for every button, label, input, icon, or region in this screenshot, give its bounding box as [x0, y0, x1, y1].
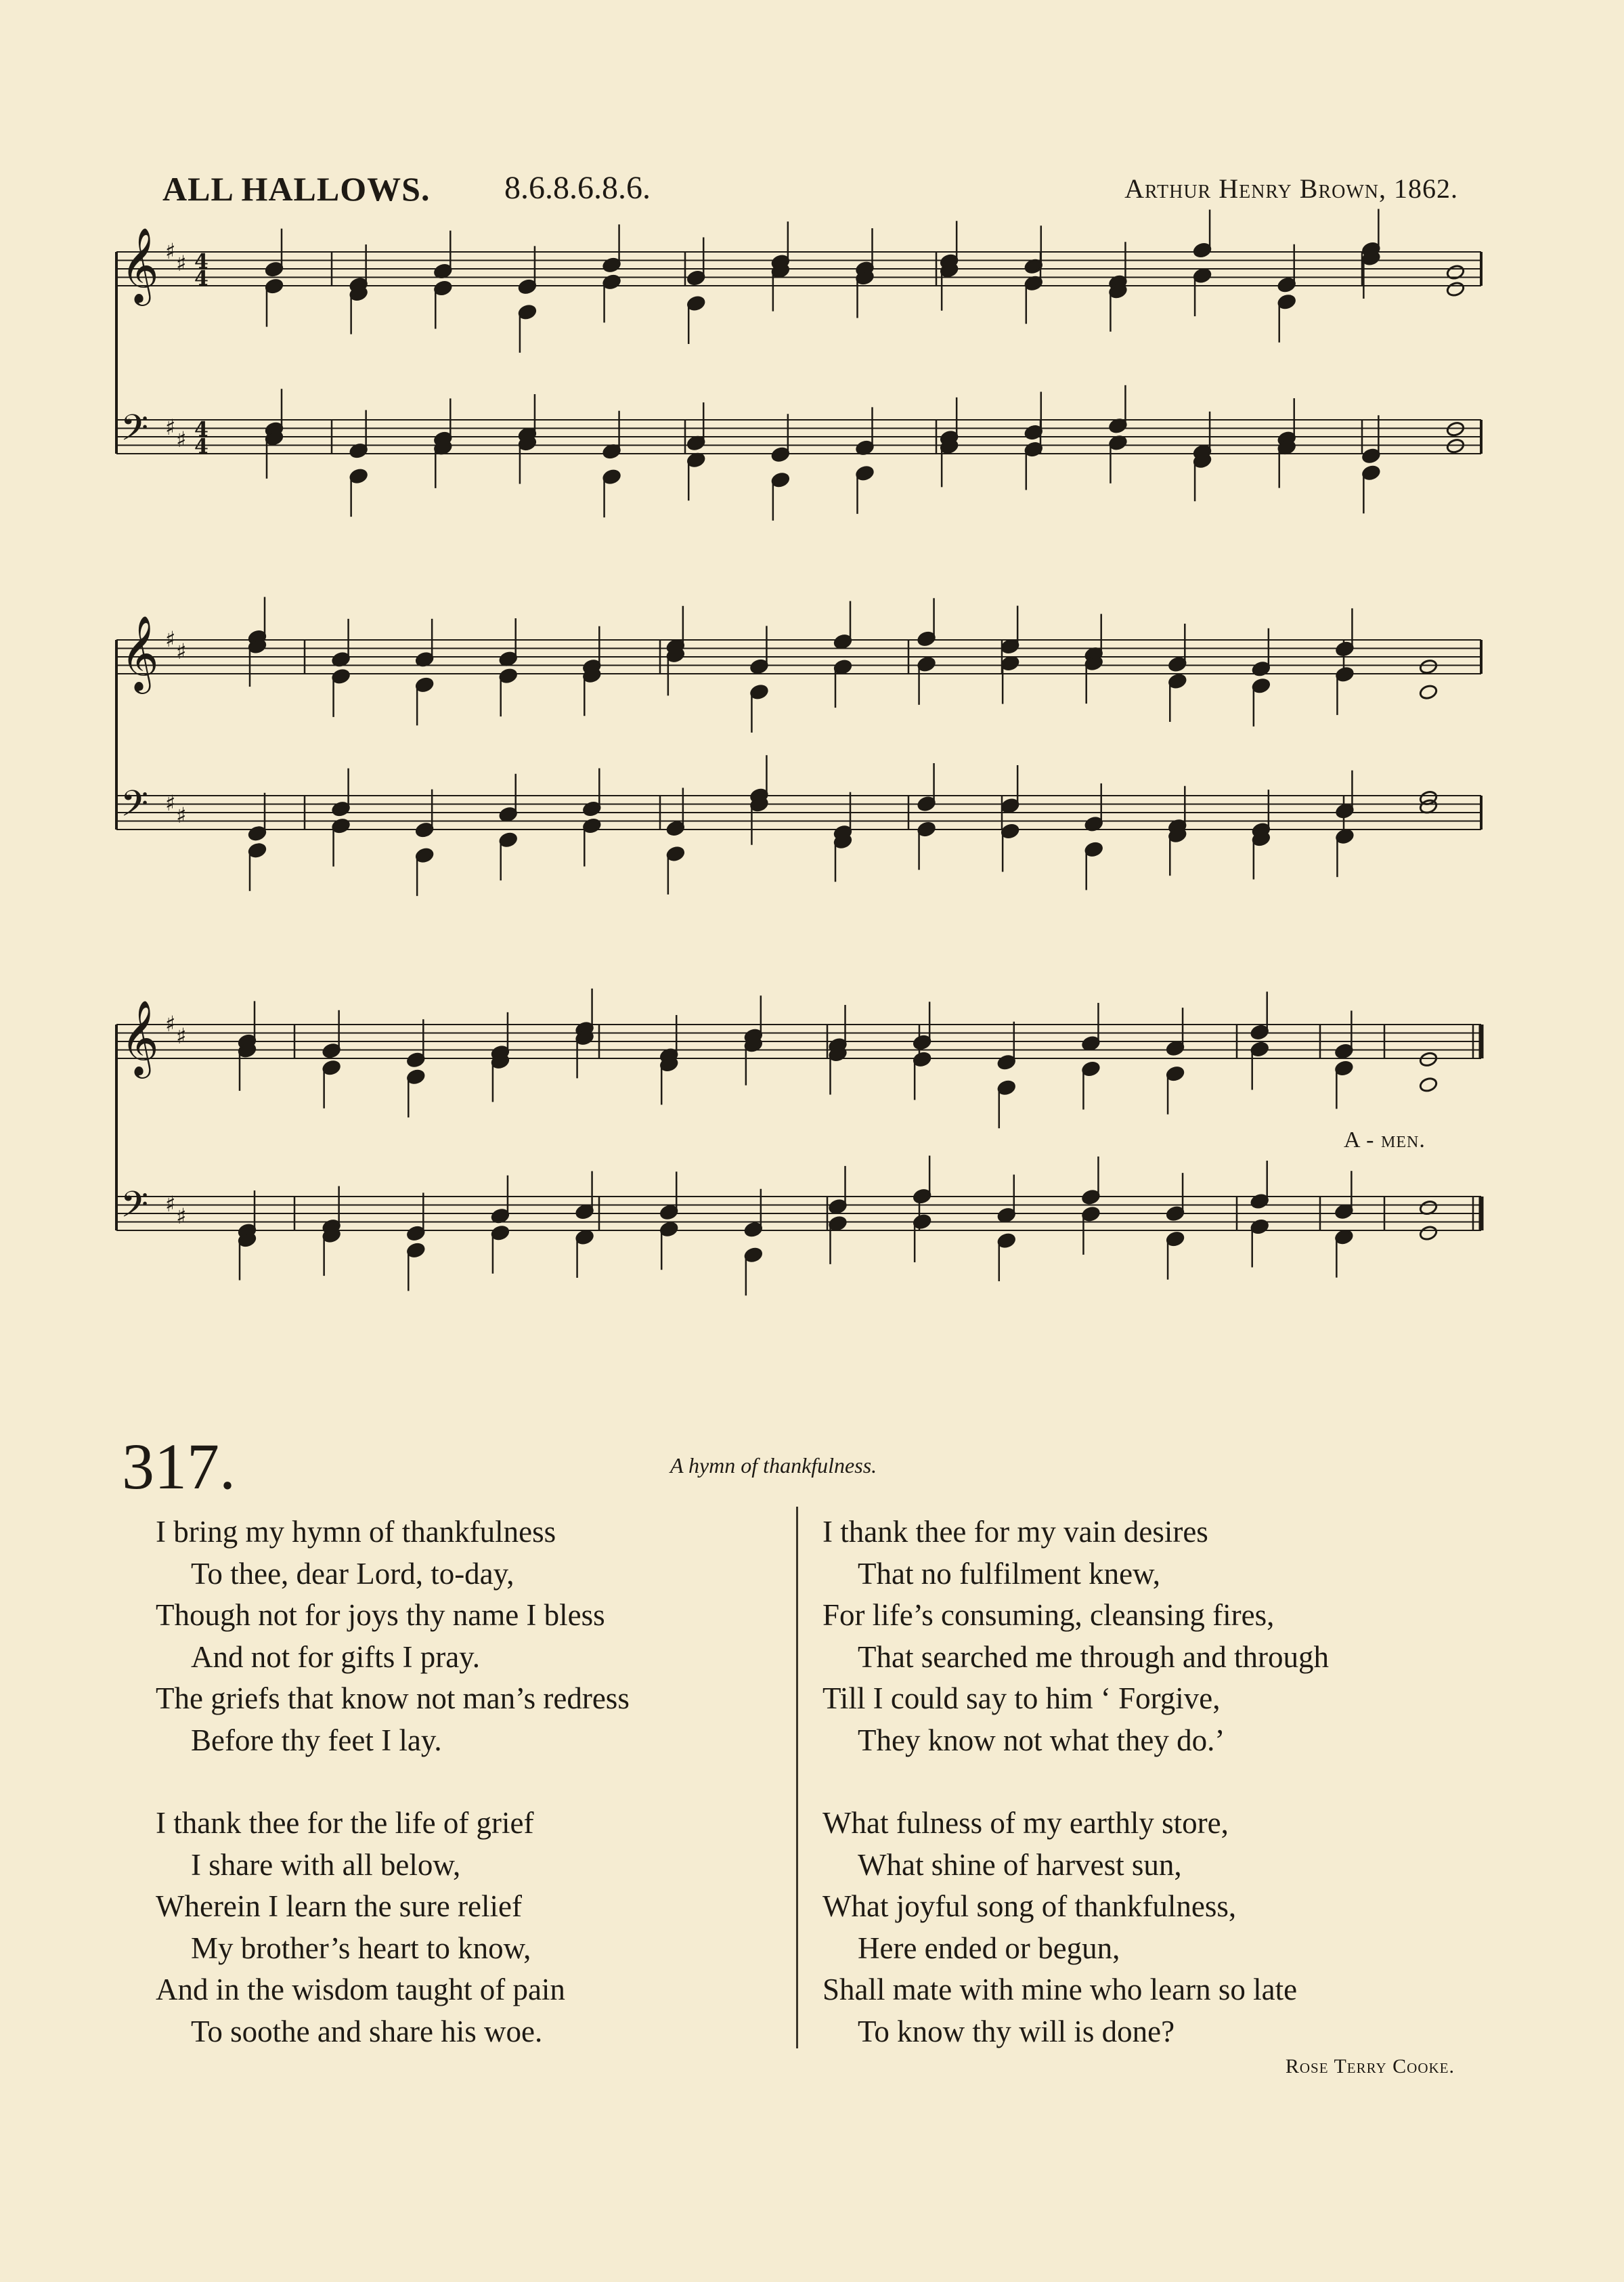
verse-line: What fulness of my earthly store,	[822, 1806, 1229, 1840]
verse-line: To thee, dear Lord, to-day,	[191, 1556, 514, 1591]
verse-line: Before thy feet I lay.	[191, 1723, 442, 1757]
hymn-subtitle: A hymn of thankfulness.	[670, 1453, 877, 1478]
verse-line: Till I could say to him ‘ Forgive,	[822, 1681, 1221, 1715]
verse-line: For life’s consuming, cleansing fires,	[822, 1598, 1275, 1632]
verse-line: To soothe and share his woe.	[191, 2014, 543, 2048]
hymn-number: 317.	[122, 1430, 236, 1503]
sharp-sign: ♯	[165, 626, 176, 652]
note-head	[1419, 1051, 1438, 1067]
verse-line: I bring my hymn of thankfulness	[156, 1515, 556, 1549]
verse-line: That searched me through and through	[858, 1639, 1330, 1674]
verse-line: And in the wisdom taught of pain	[156, 1973, 565, 2006]
verse-line: To know thy will is done?	[858, 2014, 1175, 2048]
bass-clef: 𝄢	[120, 783, 149, 834]
note-head	[1446, 264, 1465, 280]
amen-label: A - men.	[1344, 1127, 1426, 1153]
note-head	[1446, 281, 1465, 297]
note-head	[1419, 658, 1438, 674]
time-signature: 4	[194, 435, 209, 458]
stanza-1	[156, 1511, 630, 1761]
stanza-2	[156, 1803, 565, 2052]
stanza-4	[822, 1803, 1297, 2052]
verse-line: Shall mate with mine who learn so late	[822, 1973, 1298, 2006]
sharp-sign: ♯	[165, 1011, 176, 1037]
verse-line: Though not for joys thy name I bless	[156, 1598, 605, 1632]
verse-line: Here ended or begun,	[858, 1931, 1120, 1965]
bass-clef: 𝄢	[120, 408, 149, 458]
time-signature: 4	[194, 250, 209, 274]
time-signature: 4	[194, 267, 209, 290]
treble-clef: 𝄞	[120, 227, 159, 303]
sharp-sign: ♯	[165, 1191, 176, 1217]
sharp-sign: ♯	[176, 427, 187, 452]
verse-line: What shine of harvest sun,	[858, 1847, 1182, 1882]
note-head	[1419, 1077, 1438, 1093]
sharp-sign: ♯	[165, 238, 176, 264]
verse-line: They know not what they do.’	[858, 1723, 1225, 1757]
sharp-sign: ♯	[176, 639, 187, 664]
tune-name: ALL HALLOWS.	[162, 170, 431, 208]
verse-line: And not for gifts I pray.	[191, 1639, 480, 1674]
sharp-sign: ♯	[165, 414, 176, 440]
verse-line: My brother’s heart to know,	[191, 1931, 531, 1965]
sharp-sign: ♯	[176, 802, 187, 828]
verse-line: I share with all below,	[191, 1847, 461, 1882]
time-signature: 4	[194, 418, 209, 442]
treble-clef: 𝄞	[120, 999, 159, 1075]
stanza-3	[822, 1511, 1329, 1761]
bass-clef: 𝄢	[120, 1184, 149, 1234]
treble-clef: 𝄞	[120, 615, 159, 691]
verse-line: The griefs that know not man’s redress	[156, 1681, 630, 1715]
verse-line: What joyful song of thankfulness,	[822, 1889, 1237, 1923]
verse-line: That no fulfilment knew,	[858, 1556, 1160, 1591]
verse-line: Wherein I learn the sure relief	[156, 1889, 522, 1923]
sharp-sign: ♯	[165, 790, 176, 816]
note-head	[1419, 1225, 1438, 1241]
hymn-author: Rose Terry Cooke.	[1285, 2055, 1455, 2078]
column-divider	[796, 1507, 798, 2048]
note-head	[1419, 684, 1438, 700]
note-head	[1446, 421, 1465, 437]
verse-line: I thank thee for the life of grief	[156, 1806, 534, 1840]
sharp-sign: ♯	[176, 251, 187, 276]
sharp-sign: ♯	[176, 1203, 187, 1229]
verse-line: I thank thee for my vain desires	[822, 1515, 1208, 1549]
composer: Arthur Henry Brown, 1862.	[1124, 173, 1458, 204]
meter: 8.6.8.6.8.6.	[504, 170, 651, 206]
note-head	[1446, 438, 1465, 454]
sharp-sign: ♯	[176, 1023, 187, 1049]
